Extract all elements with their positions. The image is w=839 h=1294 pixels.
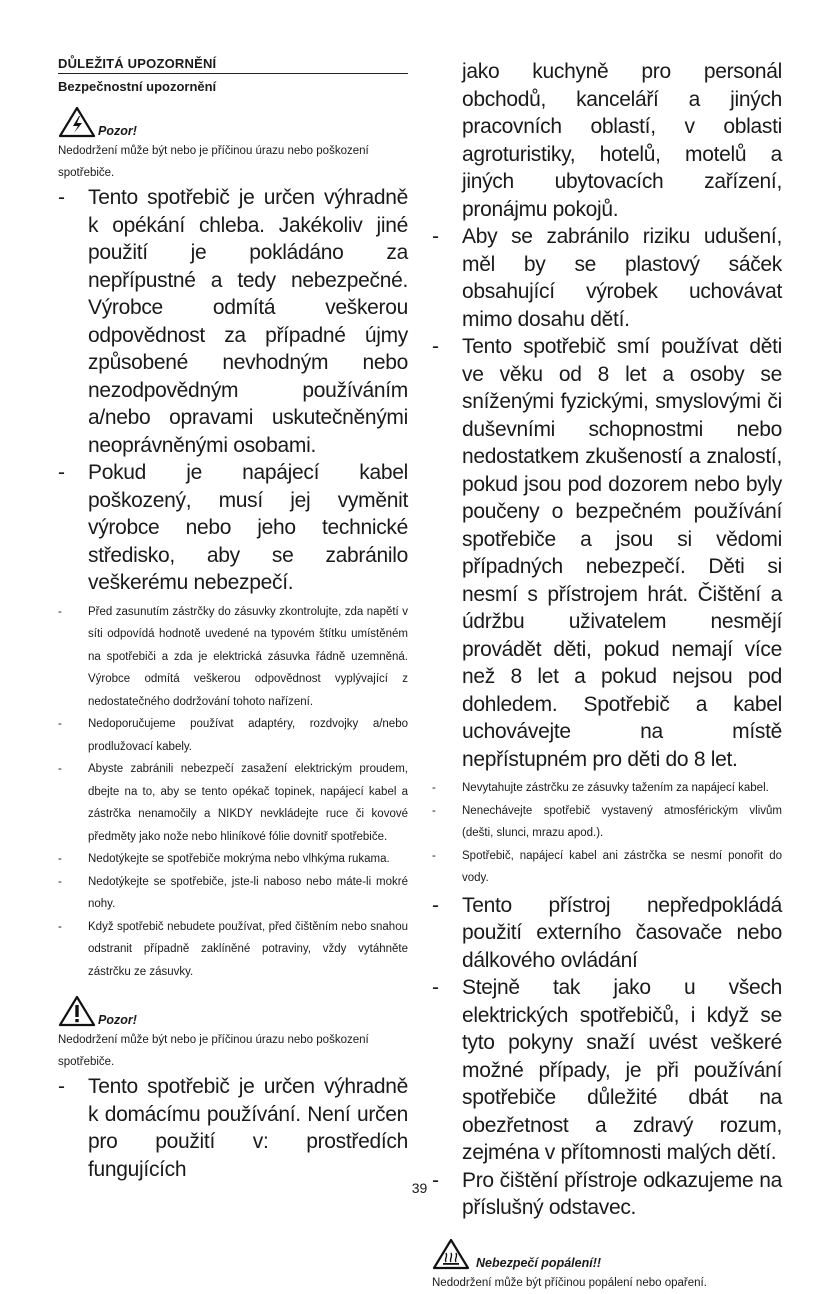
- list-item: - Nenechávejte spotřebič vystavený atmosférickým vlivům (dešti, slunci, mrazu apod.).: [432, 804, 782, 839]
- list-small-2: [432, 777, 782, 890]
- list-item: - Tento spotřebič smí používat děti ve věku od 8 let a osoby se sníženými fyzickými, smyslovými či duševními schopnostmi nebo nedostatkem zkušeností a znalostí, pokud jsou pod dozorem nebo byly poučeny o bezpečném používání spotřebiče a jsou si vědomi případných nebezpečí. Děti si nesmí s přístrojem hrát. Čištění a údržbu uživatelem nesmějí provádět děti, pokud nemají více než 8 let a pokud nejsou pod dohledem. Spotřebič a kabel uchovávejte na místě nepřístupném pro děti do 8 let.: [432, 335, 782, 771]
- warning-text: Nedodržení může být nebo je příčinou úrazu nebo poškození spotřebiče.: [58, 1034, 369, 1068]
- list-main-1: [58, 184, 408, 597]
- list-item: - Spotřebič, napájecí kabel ani zástrčka se nesmí ponořit do vody.: [432, 849, 782, 884]
- warning-icon: [58, 995, 96, 1027]
- list-item: - Stejně tak jako u všech elektrických spotřebičů, i když se tyto pokyny snaží uvést veškeré možné případy, je při používání spotřebiče důležité dbát na obezřetnost a zdravý rozum, zejména v přítomnosti malých dětí.: [432, 976, 782, 1164]
- list-item: - Tento spotřebič je určen výhradně k domácímu používání. Není určen pro použití v: prostředích fungujících: [58, 1075, 408, 1181]
- warning-label: Pozor!: [98, 124, 137, 138]
- list-item: - Pokud je napájecí kabel poškozený, musí jej vyměnit výrobce nebo jeho technické středisko, aby se zabránilo veškerému nebezpečí.: [58, 461, 408, 594]
- list-main-4: [432, 892, 782, 1222]
- left-column: [58, 56, 408, 1183]
- list-main-3: [432, 223, 782, 773]
- section-subtitle: Bezpečnostní upozornění: [58, 79, 217, 94]
- right-column: [432, 58, 782, 1294]
- list-item: - Tento přístroj nepředpokládá použití externího časovače nebo dálkového ovládání: [432, 893, 782, 972]
- list-item: - Aby se zabránilo riziku udušení, měl by se plastový sáček obsahující výrobek uchovávat mimo dosahu dětí.: [432, 225, 782, 331]
- warning-block-1: [58, 104, 408, 138]
- list-item: - Když spotřebič nebudete používat, před čištěním nebo snahou odstranit případně zaklíněné potraviny, vždy vytáhněte zástrčku ze zásuvky.: [58, 920, 408, 978]
- hot-surface-icon: [432, 1238, 470, 1270]
- warning-label: Nebezpečí popálení!!: [476, 1255, 602, 1270]
- list-main-2: [58, 1073, 408, 1183]
- warning-text: Nedodržení může být příčinou popálení nebo opaření.: [432, 1276, 707, 1289]
- warning-block-2: [58, 993, 408, 1027]
- electric-warning-icon: [58, 106, 96, 138]
- list-item: - Nedoporučujeme používat adaptéry, rozdvojky a/nebo prodlužovací kabely.: [58, 718, 408, 753]
- section-title: DŮLEŽITÁ UPOZORNĚNÍ: [58, 56, 408, 74]
- warning-text: Nedodržení může být nebo je příčinou úrazu nebo poškození spotřebiče.: [58, 145, 369, 179]
- list-item: - Abyste zabránili nebezpečí zasažení elektrickým proudem, dbejte na to, aby se tento opékač topinek, napájecí kabel a zástrčka nenamočily a NIKDY nevkládejte ruce či kovové předměty jako nože nebo hliníkové fólie dovnitř spotřebiče.: [58, 763, 408, 843]
- list-item: - Tento spotřebič je určen výhradně k opékání chleba. Jakékoliv jiné použití je pokládáno za nepřípustné a tedy nebezpečné. Výrobce odmítá veškerou odpovědnost za případné újmy způsobené nevhodným nebo nezodpovědným používáním a/nebo opravami uskutečněnými neoprávněnými osobami.: [58, 186, 408, 457]
- list-item: - Před zasunutím zástrčky do zásuvky zkontrolujte, zda napětí v síti odpovídá hodnotě uvedené na typovém štítku umístěném na spotřebiči a zda je elektrická zásuvka řádně uzemněná. Výrobce odmítá veškerou odpovědnost vyplývající z nedostatečného dodržování tohoto nařízení.: [58, 605, 408, 708]
- page-number: 39: [411, 1180, 428, 1196]
- list-small-1: [58, 601, 408, 984]
- continued-text: jako kuchyně pro personál obchodů, kanceláří a jiných pracovních oblastí, v oblasti agroturistiky, hotelů, motelů a jiných ubytovacích zařízení, pronájmu pokojů.: [462, 60, 782, 221]
- list-item: - Nedotýkejte se spotřebiče mokrýma nebo vlhkýma rukama.: [58, 853, 390, 865]
- list-item: - Nedotýkejte se spotřebiče, jste-li naboso nebo máte-li mokré nohy.: [58, 875, 408, 910]
- list-item: - Pro čištění přístroje odkazujeme na příslušný odstavec.: [432, 1168, 782, 1219]
- list-item: - Nevytahujte zástrčku ze zásuvky tažením za napájecí kabel.: [432, 782, 769, 794]
- warning-block-3: [432, 1236, 782, 1270]
- warning-label: Pozor!: [98, 1013, 137, 1027]
